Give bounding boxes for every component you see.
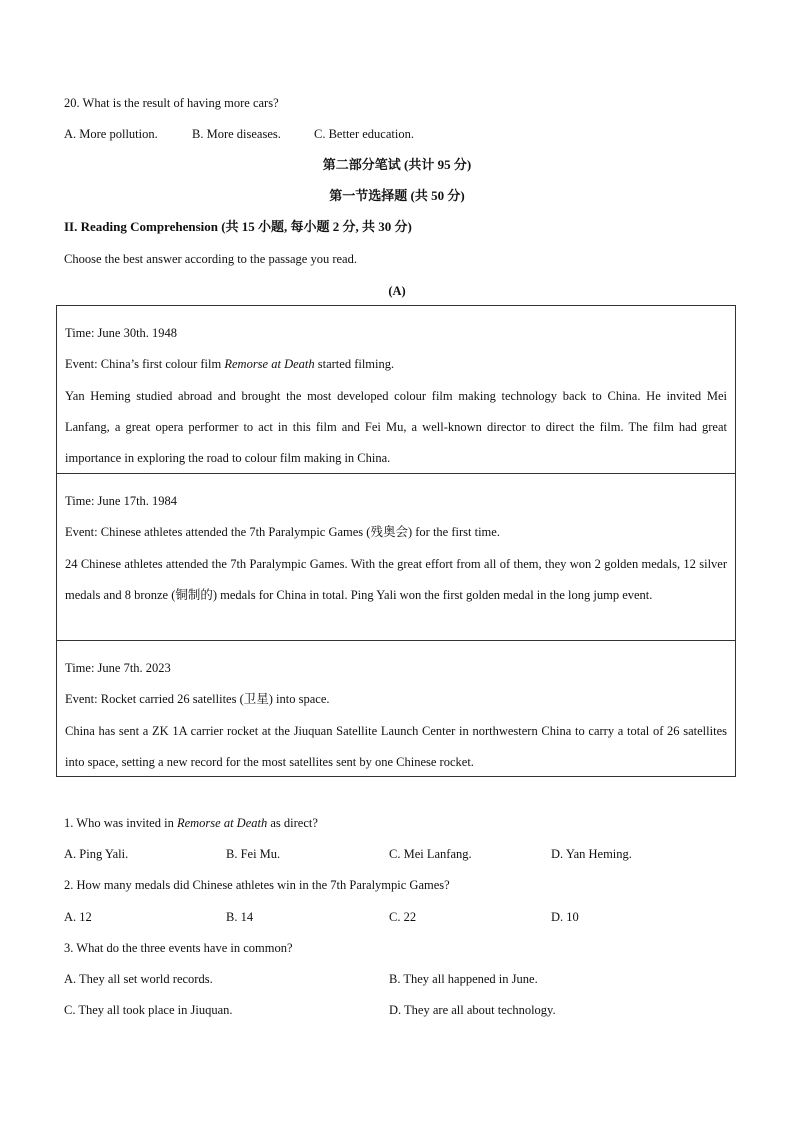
question-20-options xyxy=(64,126,414,142)
option-b: B. 14 xyxy=(226,910,254,924)
option-c: C. They all took place in Jiuquan. xyxy=(64,1003,233,1017)
option-d: D. Yan Heming. xyxy=(551,847,632,861)
option-a: A. They all set world records. xyxy=(64,972,213,986)
event-time: Time: June 7th. 2023 xyxy=(65,661,171,675)
part-2-title: 第二部分笔试 (共计 95 分) xyxy=(322,157,472,172)
reading-instruction: Choose the best answer according to the passage you read. xyxy=(64,252,357,266)
option-a: A. More pollution. xyxy=(64,127,158,141)
option-a: A. Ping Yali. xyxy=(64,847,129,861)
event-cell-2 xyxy=(57,474,735,641)
passage-table xyxy=(56,305,736,777)
option-c: C. Better education. xyxy=(314,127,414,141)
event-cell-3 xyxy=(57,641,735,776)
event-title: Event: China’s first colour film Remorse at Death started filming. xyxy=(65,357,395,372)
event-title: Event: Chinese athletes attended the 7th Paralympic Games (残奥会) for the first time. xyxy=(65,525,500,540)
question-3: 3. What do the three events have in common? xyxy=(64,941,293,955)
question-2: 2. How many medals did Chinese athletes win in the 7th Paralympic Games? xyxy=(64,878,450,892)
option-c: C. 22 xyxy=(389,910,417,924)
option-a: A. 12 xyxy=(64,910,92,924)
option-b: B. They all happened in June. xyxy=(389,972,538,986)
event-time: Time: June 17th. 1984 xyxy=(65,494,178,508)
passage-label: (A) xyxy=(388,284,406,298)
reading-section-title: II. Reading Comprehension (共 15 小题, 每小题 2 分, 共 30 分) xyxy=(64,219,412,234)
event-body: 24 Chinese athletes attended the 7th Paralympic Games. With the great effort from all of them, they won 2 golden medals, 12 silver medals and 8 bronze (铜制的) medals for China in total. Ping Yali won the first golden medal in the long jump event. xyxy=(65,556,727,602)
option-b: B. Fei Mu. xyxy=(226,847,281,861)
option-b: B. More diseases. xyxy=(192,127,281,141)
question-20: 20. What is the result of having more cars? xyxy=(64,96,279,110)
section-1-title: 第一节选择题 (共 50 分) xyxy=(329,188,465,203)
question-1: 1. Who was invited in Remorse at Death as direct? xyxy=(64,816,318,830)
event-title: Event: Rocket carried 26 satellites (卫星) into space. xyxy=(65,692,330,707)
event-time: Time: June 30th. 1948 xyxy=(65,326,178,340)
event-cell-1 xyxy=(57,306,735,474)
event-body: China has sent a ZK 1A carrier rocket at the Jiuquan Satellite Launch Center in northwestern China to carry a total of 26 satellites into space, setting a new record for the most satellites sent by one Chinese rocket. xyxy=(65,723,727,769)
option-c: C. Mei Lanfang. xyxy=(389,847,472,861)
event-body: Yan Heming studied abroad and brought the most developed colour film making technology back to China. He invited Mei Lanfang, a great opera performer to act in this film and Fei Mu, a well-known director to direct the film. The film had great importance in exploring the road to colour film making in China. xyxy=(65,388,727,466)
option-d: D. 10 xyxy=(551,910,579,924)
option-d: D. They are all about technology. xyxy=(389,1003,556,1017)
